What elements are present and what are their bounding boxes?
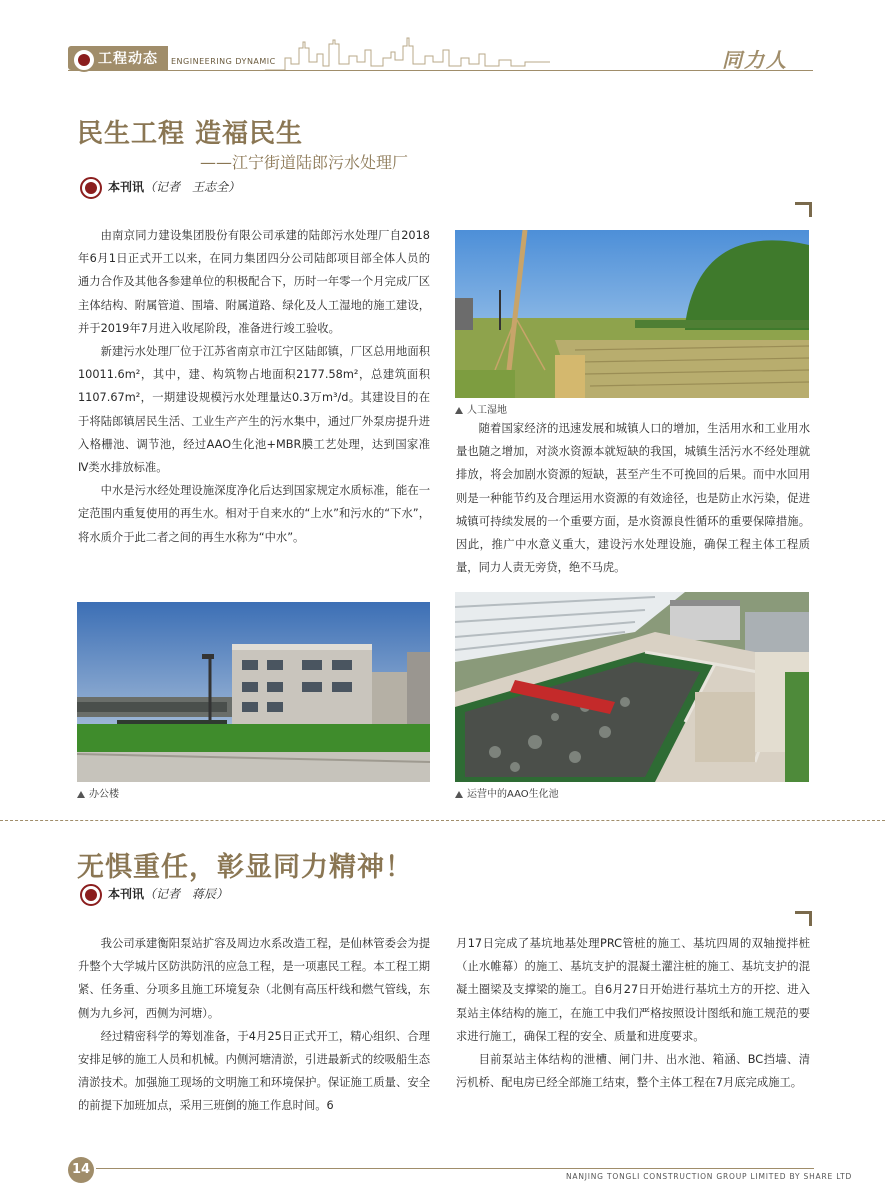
article1-paragraph: 新建污水处理厂位于江苏省南京市江宁区陆郎镇，厂区总用地面积10011.6m²，其中，建、构筑物占地面积2177.58m²，总建筑面积1107.67m²，一期建设规模污水处理量达0.3万m³/d。其建设目的在于将陆郎镇居民生活、工业生产产生的污水集中，通过厂外泵房提升进入格栅池、调节池，经过AAO生化池+MBR膜工艺处理，达到国家准Ⅳ类水排放标准。 — [78, 345, 430, 475]
aao-caption — [455, 785, 559, 800]
header-rule — [68, 70, 813, 71]
article1-byline — [108, 178, 240, 195]
aao-caption-text: 运营中的AAO生化池 — [467, 789, 559, 800]
article2-left-column — [78, 932, 430, 1118]
byline-label: 本刊讯 — [108, 180, 145, 194]
section-label: 工程动态 — [98, 51, 158, 67]
article2-paragraph: 我公司承建衡阳泵站扩容及周边水系改造工程，是仙林管委会为提升整个大学城片区防洪防汛的应急工程，是一项惠民工程。本工程工期紧、任务重、分项多且施工环境复杂（北侧有高压杆线和燃气管线，东侧为九乡河，西侧为河塘）。 — [78, 937, 430, 1020]
section-label-english: ENGINEERING DYNAMIC — [171, 57, 276, 66]
brand-logotype: 同力人 — [722, 48, 788, 72]
article1-right-column — [456, 417, 810, 579]
article1-subtitle: ——江宁街道陆郎污水处理厂 — [200, 153, 409, 172]
article-divider — [0, 820, 885, 821]
article2-byline — [108, 885, 228, 902]
page-corner-icon — [795, 911, 812, 926]
byline-label: 本刊讯 — [108, 887, 145, 901]
office-caption-text: 办公楼 — [89, 789, 119, 800]
aao-tank-photo-image — [455, 592, 809, 782]
byline-reporter: （记者 王志全） — [144, 180, 241, 194]
article1-paragraph: 随着国家经济的迅速发展和城镇人口的增加，生活用水和工业用水量也随之增加，对淡水资源本就短缺的我国，城镇生活污水不经处理就排放，将会加剧水资源的短缺，甚至产生不可挽回的后果。而中水回用则是一种能节约及合理运用水资源的有效途径，也是防止水污染，促进城镇可持续发展的一个重要方面，是水资源良性循环的重要保障措施。因此，推广中水意义重大，建设污水处理设施，确保工程主体工程质量，同力人责无旁贷，绝不马虎。 — [456, 422, 810, 575]
article2-title: 无惧重任，彰显同力精神！ — [77, 852, 413, 883]
footer-company: NANJING TONGLI CONSTRUCTION GROUP LIMITED BY SHARE LTD — [566, 1172, 853, 1181]
footer-rule — [96, 1168, 814, 1169]
caption-triangle-icon — [455, 407, 463, 414]
company-logo-icon — [80, 884, 102, 906]
article2-paragraph: 经过精密科学的筹划准备，于4月25日正式开工，精心组织、合理安排足够的施工人员和机械。内侧河塘清淤，引进最新式的绞吸船生态清淤技术。加强施工现场的文明施工和环境保护。保证施工质量、安全的前提下加班加点，采用三班倒的施工作息时间。6 — [78, 1029, 430, 1113]
wetland-photo — [455, 230, 809, 398]
caption-triangle-icon — [77, 791, 85, 798]
article2-paragraph: 目前泵站主体结构的泄槽、闸门井、出水池、箱涵、BC挡墙、清污机桥、配电房已经全部施工结束，整个主体工程在7月底完成施工。 — [456, 1053, 810, 1090]
office-building-photo — [77, 602, 430, 782]
page-corner-icon — [795, 202, 812, 217]
article1-paragraph: 中水是污水经处理设施深度净化后达到国家规定水质标准，能在一定范围内重复使用的再生水。相对于自来水的“上水”和污水的“下水”，将水质介于此二者之间的再生水称为“中水”。 — [78, 484, 430, 544]
article1-paragraph: 由南京同力建设集团股份有限公司承建的陆郎污水处理厂自2018年6月1日正式开工以来，在同力集团四分公司陆郎项目部全体人员的通力合作及其他各参建单位的积极配合下，历时一年零一个月完成厂区主体结构、附属管道、围墙、附属道路、绿化及人工湿地的施工建设，并于2019年7月进入收尾阶段，准备进行竣工验收。 — [78, 229, 430, 335]
article1-title: 民生工程 造福民生 — [77, 119, 304, 149]
wetland-photo-image — [455, 230, 809, 398]
office-building-photo-image — [77, 602, 430, 782]
caption-triangle-icon — [455, 791, 463, 798]
wetland-caption — [455, 401, 507, 416]
page-number: 14 — [68, 1157, 94, 1183]
company-logo-icon — [80, 177, 102, 199]
wetland-caption-text: 人工湿地 — [467, 405, 507, 416]
article1-left-column — [78, 224, 430, 549]
byline-reporter: （记者 蒋辰） — [144, 887, 229, 901]
article2-paragraph: 月17日完成了基坑地基处理PRC管桩的施工、基坑四周的双轴搅拌桩（止水帷幕）的施工、基坑支护的混凝土灌注桩的施工、基坑支护的混凝土圈梁及支撑梁的施工。自6月27日开始进行基坑土方的开挖、进入泵站主体结构的施工，在施工中我们严格按照设计图纸和施工规范的要求进行施工，确保工程的安全、质量和进度要求。 — [456, 937, 810, 1043]
city-skyline-icon — [265, 36, 550, 70]
aao-tank-photo — [455, 592, 809, 782]
office-caption — [77, 785, 119, 800]
company-logo-icon — [72, 48, 96, 72]
article2-right-column — [456, 932, 810, 1094]
